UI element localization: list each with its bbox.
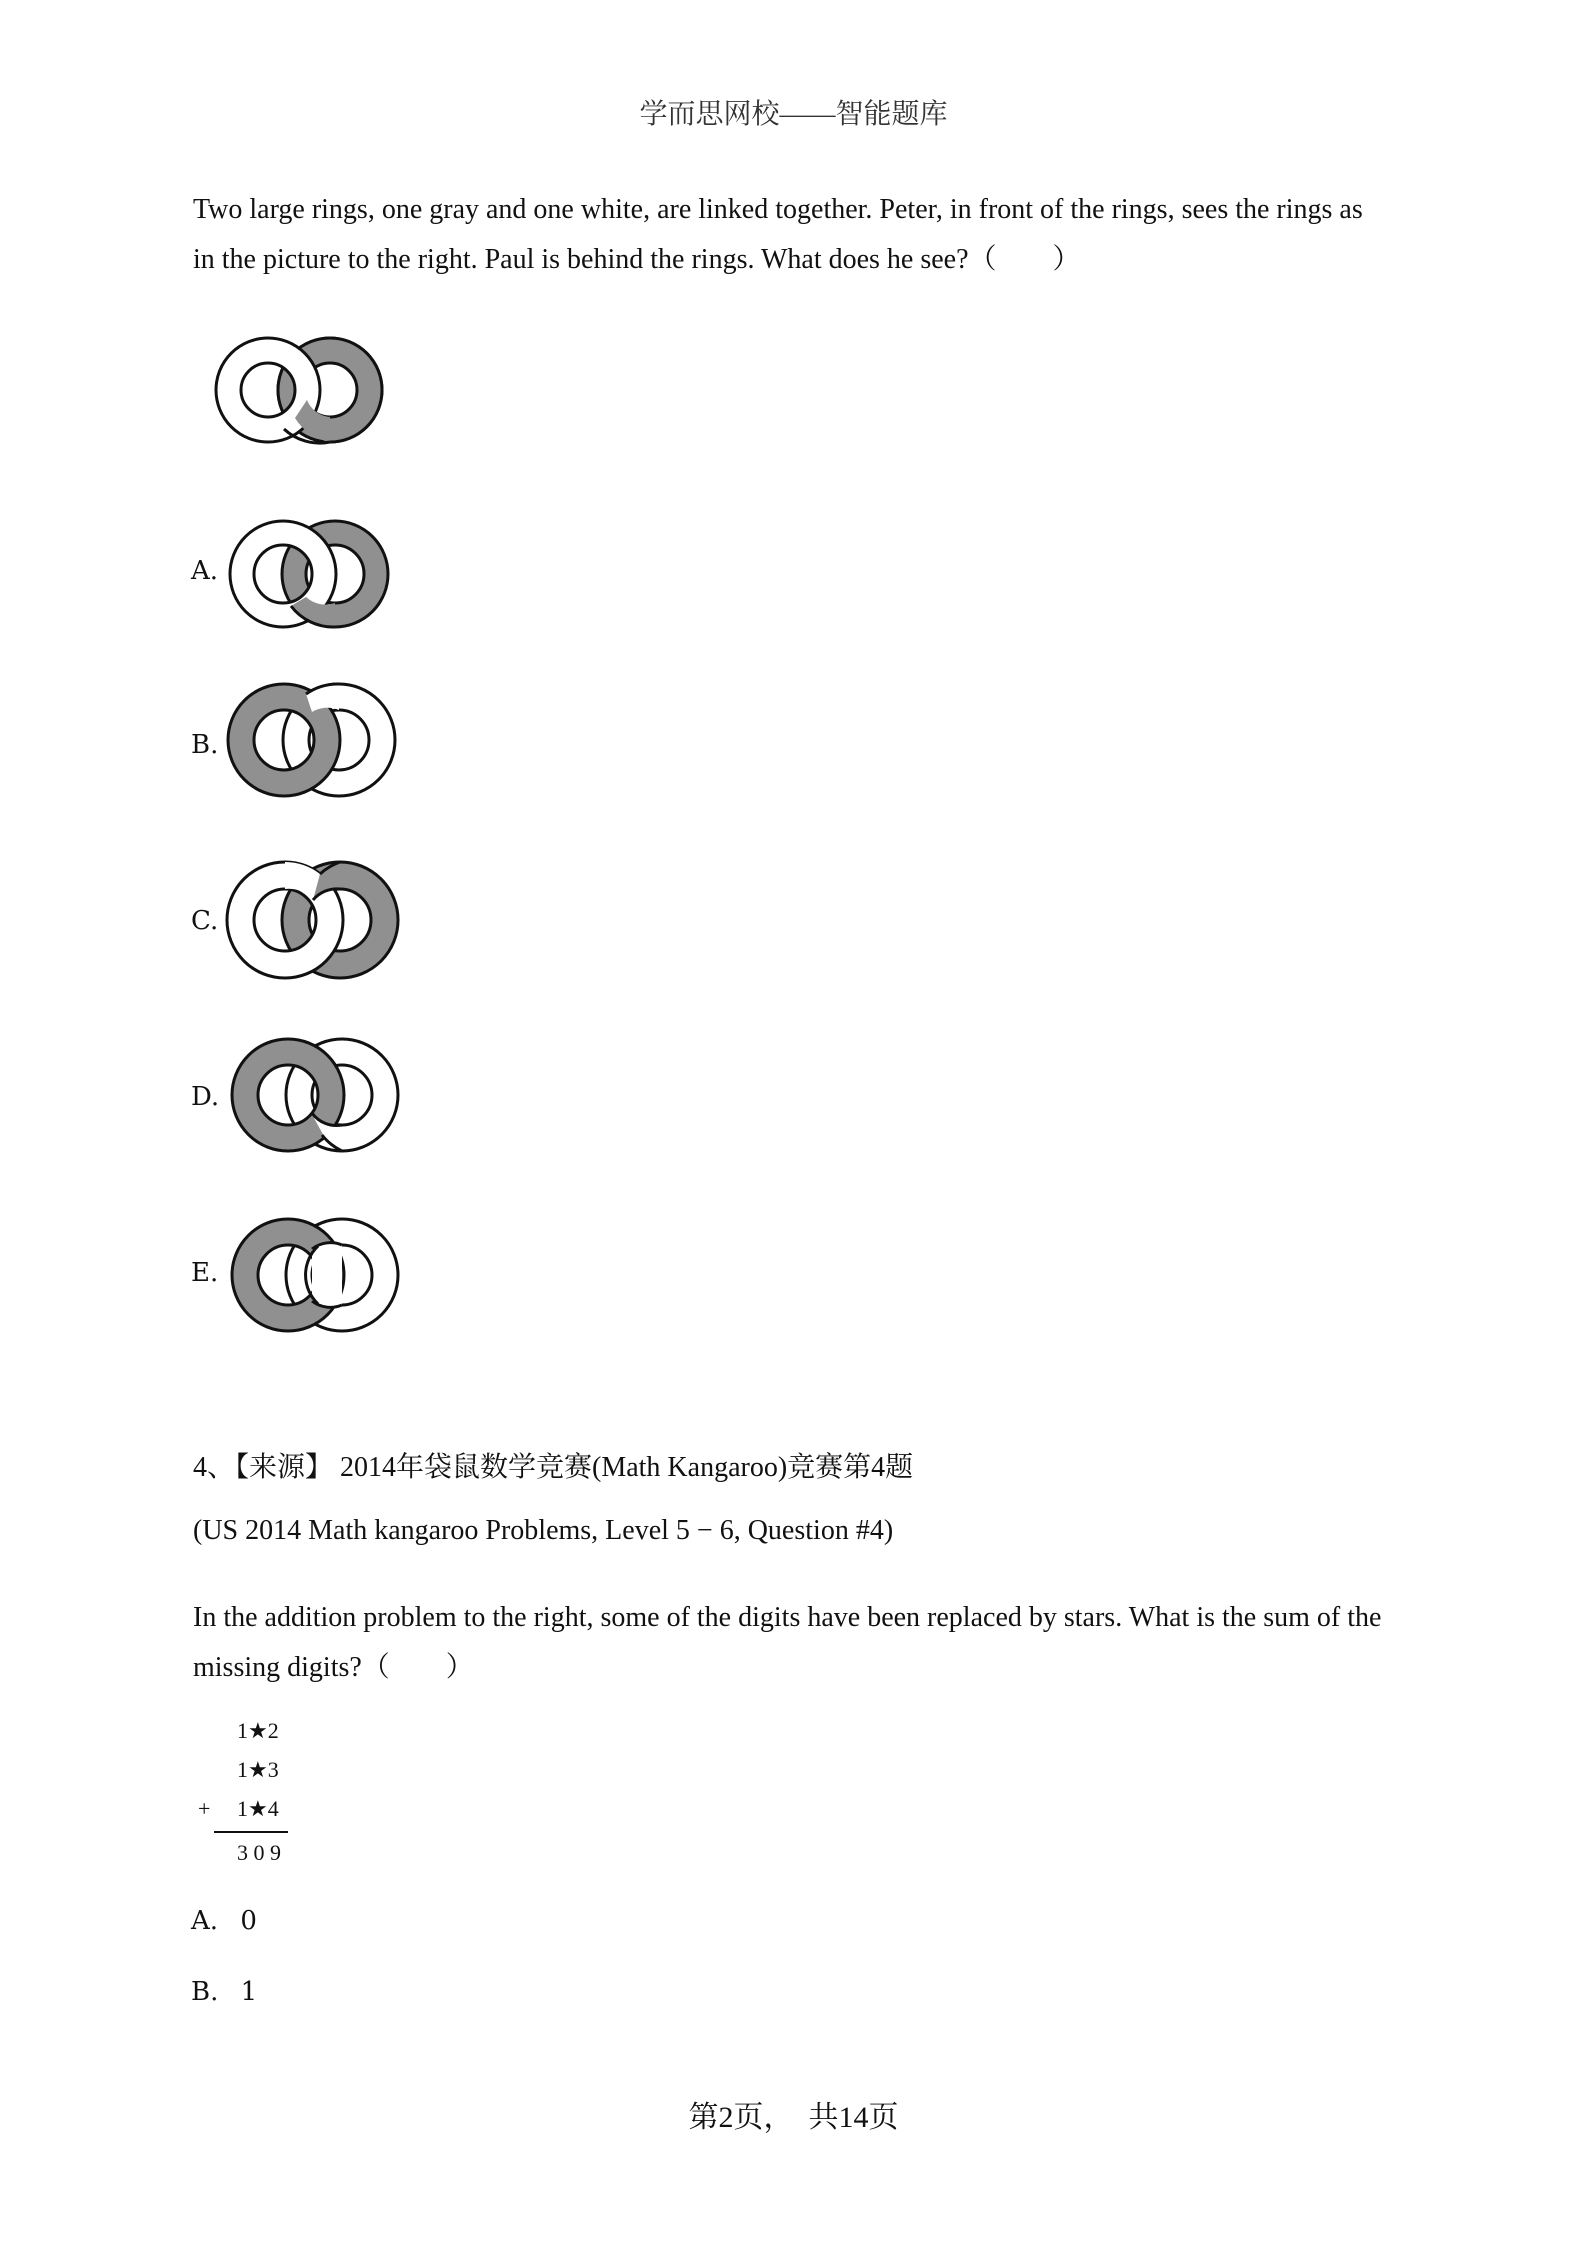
answer-a <box>191 1906 257 1936</box>
option-c-rings <box>225 858 415 983</box>
answer-a-value: 0 <box>240 1906 257 1936</box>
plus-sign: + <box>198 1796 211 1821</box>
addend-1: 1★2 <box>237 1718 279 1743</box>
question-4-text <box>193 1593 1413 1693</box>
question-3-text <box>193 185 1413 285</box>
addend-2: 1★3 <box>237 1757 279 1782</box>
sum-result: 3 0 9 <box>237 1840 281 1865</box>
answer-a-label: A. <box>191 1906 219 1936</box>
option-b-rings <box>226 678 416 803</box>
question-4-reference: (US 2014 Math kangaroo Problems, Level 5 − 6, Question #4) <box>193 1515 894 1546</box>
answer-b <box>191 1977 257 2007</box>
page-footer: 第2页， 共14页 <box>688 2101 899 2134</box>
option-a-label: A. <box>191 556 219 586</box>
option-e-rings <box>230 1214 420 1339</box>
question-4-source: 4、【来源】 2014年袋鼠数学竞赛(Math Kangaroo)竞赛第4题 <box>193 1452 914 1483</box>
option-e-label: E. <box>191 1258 219 1288</box>
sum-divider-line <box>214 1831 288 1833</box>
question-3-line-1: Two large rings, one gray and one white, are linked together. Peter, in front of the rings, sees the rings as <box>193 194 1363 225</box>
main-rings-figure <box>195 318 405 468</box>
answer-b-value: 1 <box>240 1977 258 2007</box>
option-d-label: D. <box>191 1082 220 1112</box>
option-a-rings <box>227 514 407 634</box>
option-c-label: C. <box>191 906 219 936</box>
question-4-line-2: missing digits?（ ） <box>193 1652 474 1683</box>
page-header: 学而思网校——智能题库 <box>639 99 948 130</box>
option-d-rings <box>230 1034 420 1159</box>
question-4-line-1: In the addition problem to the right, some of the digits have been replaced by stars. What is the sum of the <box>193 1602 1382 1633</box>
answer-b-label: B. <box>191 1977 219 2007</box>
question-3-line-2: in the picture to the right. Paul is behind the rings. What does he see?（ ） <box>193 244 1081 275</box>
option-b-label: B. <box>191 730 219 760</box>
addend-3: 1★4 <box>237 1796 279 1821</box>
